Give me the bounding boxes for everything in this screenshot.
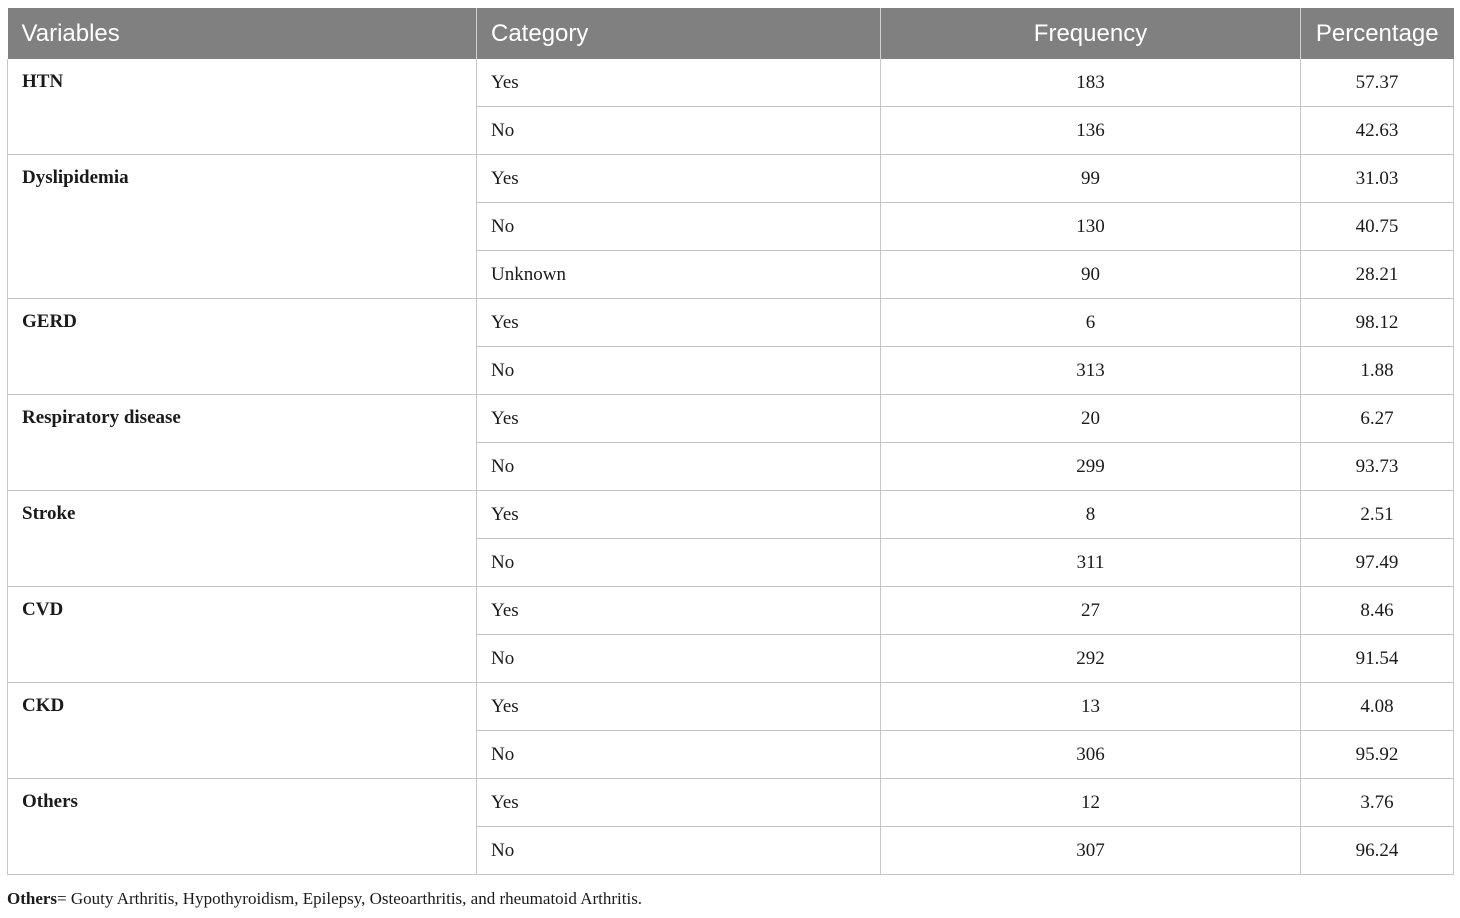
category-cell: Yes — [477, 155, 881, 203]
footnote — [7, 889, 642, 909]
category-cell: No — [477, 731, 881, 779]
percentage-cell: 1.88 — [1301, 347, 1454, 395]
frequency-cell: 311 — [881, 539, 1301, 587]
table-row — [8, 155, 1454, 203]
category-cell: No — [477, 827, 881, 875]
header-percentage: Percentage — [1301, 8, 1454, 59]
category-cell: Yes — [477, 395, 881, 443]
table-row — [8, 779, 1454, 827]
category-cell: No — [477, 203, 881, 251]
category-cell: Yes — [477, 491, 881, 539]
category-cell: No — [477, 443, 881, 491]
header-category: Category — [477, 8, 881, 59]
category-cell: Yes — [477, 299, 881, 347]
category-cell: No — [477, 347, 881, 395]
category-cell: Yes — [477, 683, 881, 731]
frequency-cell: 313 — [881, 347, 1301, 395]
frequency-cell: 12 — [881, 779, 1301, 827]
table-header-row — [8, 8, 1454, 59]
percentage-cell: 8.46 — [1301, 587, 1454, 635]
variable-cell: CKD — [8, 683, 477, 779]
variable-cell: HTN — [8, 59, 477, 155]
percentage-cell: 31.03 — [1301, 155, 1454, 203]
percentage-cell: 57.37 — [1301, 59, 1454, 107]
percentage-cell: 93.73 — [1301, 443, 1454, 491]
percentage-cell: 91.54 — [1301, 635, 1454, 683]
comorbidity-table — [7, 8, 1454, 875]
frequency-cell: 130 — [881, 203, 1301, 251]
variable-cell: Dyslipidemia — [8, 155, 477, 299]
frequency-cell: 136 — [881, 107, 1301, 155]
table-row — [8, 587, 1454, 635]
variable-cell: Others — [8, 779, 477, 875]
frequency-cell: 292 — [881, 635, 1301, 683]
header-variables: Variables — [8, 8, 477, 59]
percentage-cell: 96.24 — [1301, 827, 1454, 875]
footnote-term: Others — [7, 889, 58, 908]
variable-cell: Respiratory disease — [8, 395, 477, 491]
frequency-cell: 13 — [881, 683, 1301, 731]
table-body — [8, 59, 1454, 875]
percentage-cell: 4.08 — [1301, 683, 1454, 731]
category-cell: Yes — [477, 587, 881, 635]
percentage-cell: 42.63 — [1301, 107, 1454, 155]
data-table-container — [7, 8, 1453, 875]
category-cell: No — [477, 539, 881, 587]
variable-cell: CVD — [8, 587, 477, 683]
percentage-cell: 40.75 — [1301, 203, 1454, 251]
percentage-cell: 98.12 — [1301, 299, 1454, 347]
frequency-cell: 8 — [881, 491, 1301, 539]
percentage-cell: 97.49 — [1301, 539, 1454, 587]
percentage-cell: 6.27 — [1301, 395, 1454, 443]
frequency-cell: 99 — [881, 155, 1301, 203]
variable-cell: GERD — [8, 299, 477, 395]
table-row — [8, 683, 1454, 731]
frequency-cell: 307 — [881, 827, 1301, 875]
variable-cell: Stroke — [8, 491, 477, 587]
table-row — [8, 299, 1454, 347]
frequency-cell: 27 — [881, 587, 1301, 635]
table-row — [8, 395, 1454, 443]
frequency-cell: 183 — [881, 59, 1301, 107]
category-cell: No — [477, 635, 881, 683]
frequency-cell: 6 — [881, 299, 1301, 347]
percentage-cell: 2.51 — [1301, 491, 1454, 539]
frequency-cell: 90 — [881, 251, 1301, 299]
frequency-cell: 20 — [881, 395, 1301, 443]
frequency-cell: 306 — [881, 731, 1301, 779]
percentage-cell: 3.76 — [1301, 779, 1454, 827]
table-row — [8, 59, 1454, 107]
category-cell: Yes — [477, 59, 881, 107]
percentage-cell: 28.21 — [1301, 251, 1454, 299]
frequency-cell: 299 — [881, 443, 1301, 491]
category-cell: Yes — [477, 779, 881, 827]
category-cell: No — [477, 107, 881, 155]
header-frequency: Frequency — [881, 8, 1301, 59]
footnote-text: = Gouty Arthritis, Hypothyroidism, Epilepsy, Osteoarthritis, and rheumatoid Arthritis. — [57, 889, 643, 908]
category-cell: Unknown — [477, 251, 881, 299]
table-row — [8, 491, 1454, 539]
percentage-cell: 95.92 — [1301, 731, 1454, 779]
